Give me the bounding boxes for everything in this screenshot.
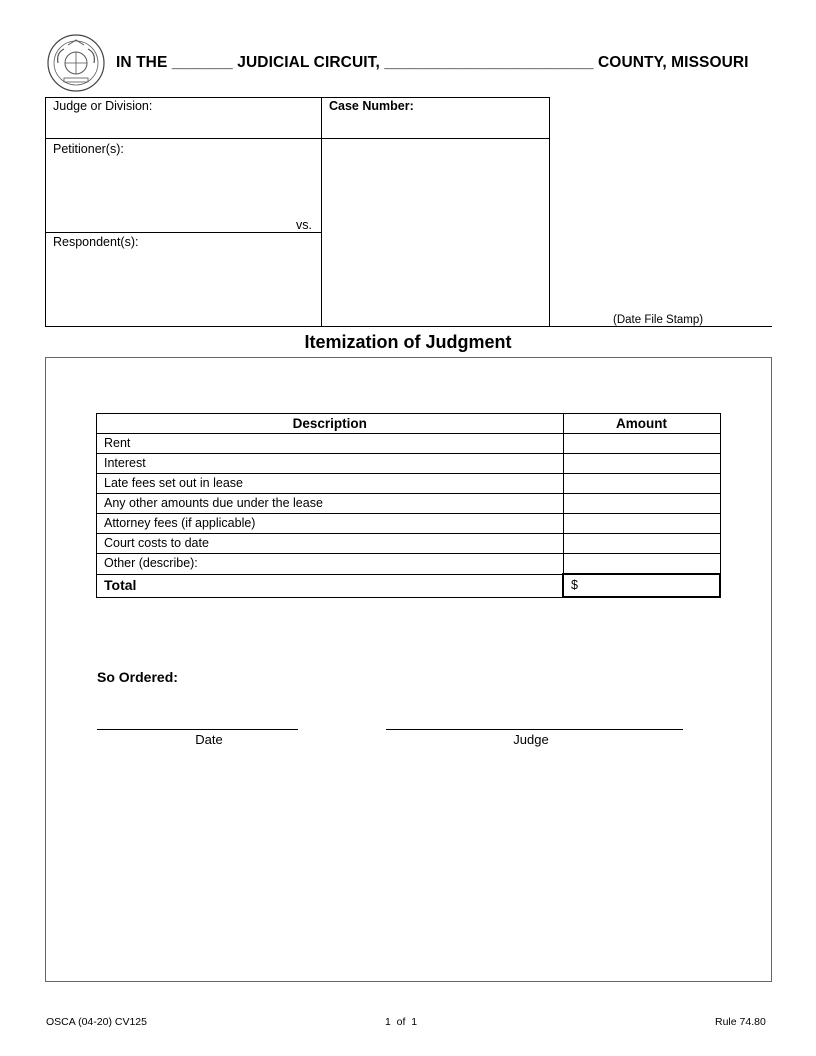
table-row bbox=[97, 454, 721, 474]
interest-amount-field[interactable] bbox=[563, 454, 720, 474]
date-line-label: Date bbox=[195, 732, 223, 747]
court-costs-amount-field[interactable] bbox=[563, 534, 720, 554]
total-label: Total bbox=[97, 574, 564, 597]
date-signature-line[interactable] bbox=[97, 729, 298, 730]
document-title: Itemization of Judgment bbox=[304, 332, 512, 352]
row-description: Late fees set out in lease bbox=[97, 474, 564, 494]
caption-divider-vertical bbox=[321, 97, 322, 327]
attorney-fees-amount-field[interactable] bbox=[563, 514, 720, 534]
court-header-title: IN THE _______ JUDICIAL CIRCUIT, ________________________ COUNTY, MISSOURI bbox=[116, 54, 749, 71]
vs-label: vs. bbox=[296, 218, 312, 232]
table-row bbox=[97, 554, 721, 575]
respondent-label: Respondent(s): bbox=[53, 235, 139, 249]
total-amount-field[interactable]: $ bbox=[563, 574, 720, 597]
total-row bbox=[97, 574, 721, 597]
other-amount-field[interactable] bbox=[563, 554, 720, 575]
table-row bbox=[97, 494, 721, 514]
rule-reference: Rule 74.80 bbox=[715, 1016, 766, 1028]
judge-line-label: Judge bbox=[513, 732, 549, 747]
judge-division-label: Judge or Division: bbox=[53, 99, 153, 113]
row-description: Interest bbox=[97, 454, 564, 474]
row-description: Rent bbox=[97, 434, 564, 454]
late-fees-amount-field[interactable] bbox=[563, 474, 720, 494]
row-description: Court costs to date bbox=[97, 534, 564, 554]
row-description: Attorney fees (if applicable) bbox=[97, 514, 564, 534]
case-number-label: Case Number: bbox=[329, 99, 414, 113]
description-column-header: Description bbox=[97, 414, 564, 434]
date-file-stamp-line bbox=[549, 326, 772, 327]
table-row bbox=[97, 534, 721, 554]
caption-divider-parties bbox=[45, 232, 322, 233]
judge-signature-line[interactable] bbox=[386, 729, 683, 730]
amount-column-header: Amount bbox=[563, 414, 720, 434]
caption-divider-top bbox=[45, 138, 550, 139]
case-caption-box bbox=[45, 97, 550, 327]
itemization-table bbox=[96, 413, 721, 598]
table-row bbox=[97, 474, 721, 494]
so-ordered-label: So Ordered: bbox=[97, 669, 178, 685]
date-file-stamp-label: (Date File Stamp) bbox=[613, 314, 704, 326]
rent-amount-field[interactable] bbox=[563, 434, 720, 454]
table-row bbox=[97, 434, 721, 454]
row-description: Any other amounts due under the lease bbox=[97, 494, 564, 514]
form-id: OSCA (04-20) CV125 bbox=[46, 1016, 147, 1028]
page-number: 1 of 1 bbox=[385, 1016, 418, 1028]
other-lease-amount-field[interactable] bbox=[563, 494, 720, 514]
missouri-state-seal-icon bbox=[46, 33, 106, 93]
row-description: Other (describe): bbox=[97, 554, 564, 575]
table-header-row bbox=[97, 414, 721, 434]
table-row bbox=[97, 514, 721, 534]
petitioner-label: Petitioner(s): bbox=[53, 142, 124, 156]
